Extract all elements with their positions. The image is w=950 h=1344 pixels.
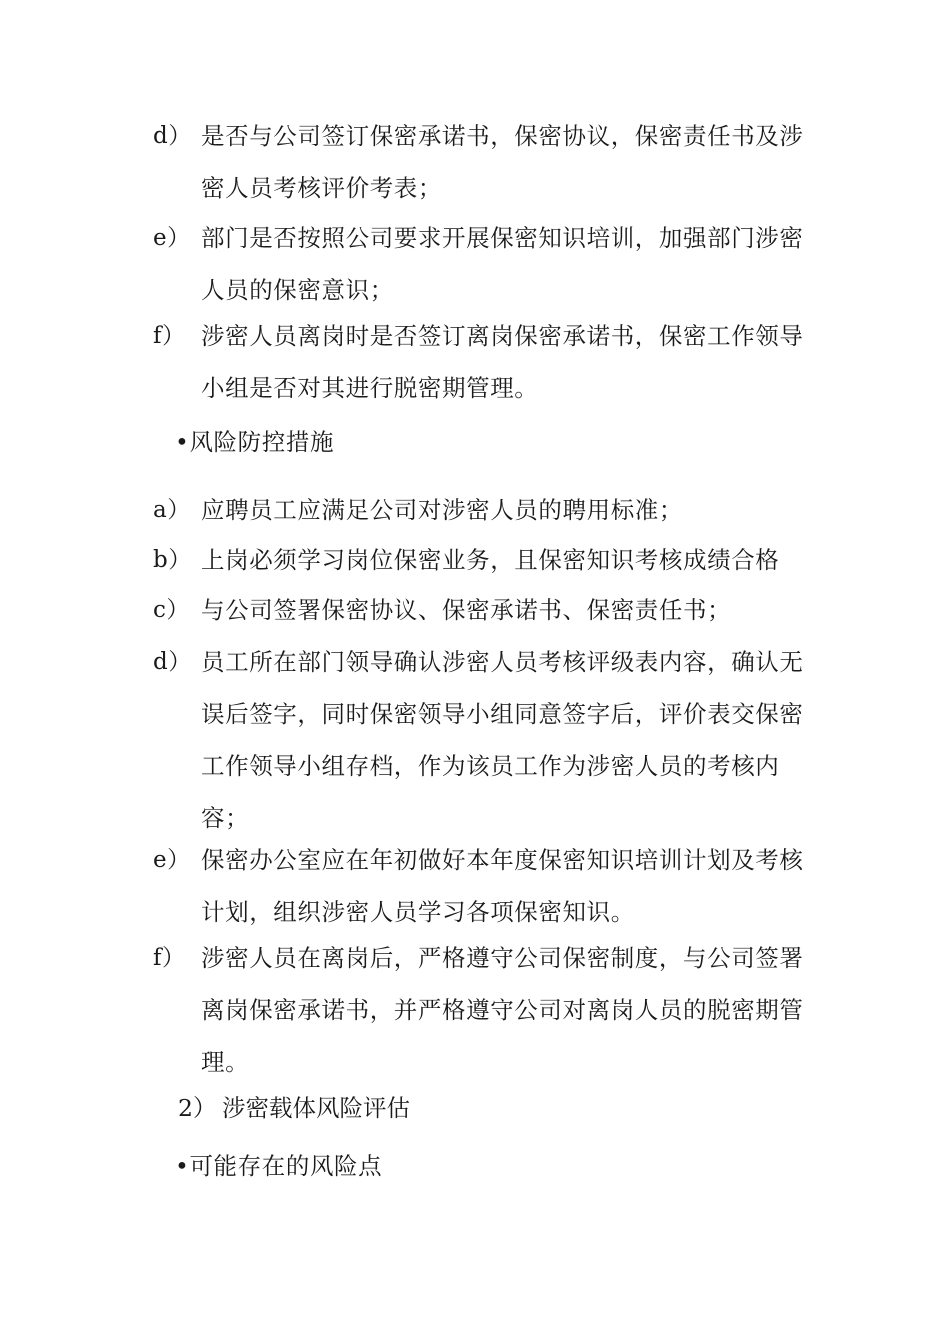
subsection-number: 2） [178,1094,217,1122]
list-text: 与公司签署保密协议、保密承诺书、保密责任书； [201,596,732,624]
list-marker: a） [153,497,191,523]
list-marker: f） [153,323,186,349]
list-text: 保密办公室应在年初做好本年度保密知识培训计划及考核计划，组织涉密人员学习各项保密知识。 [201,846,804,926]
subsection-heading [178,1082,410,1134]
list-text: 是否与公司签订保密承诺书，保密协议，保密责任书及涉密人员考核评价考表； [201,122,804,202]
section-heading: •可能存在的风险点 [175,1152,383,1180]
list-marker: b） [153,547,192,573]
list-text: 涉密人员离岗时是否签订离岗保密承诺书，保密工作领导小组是否对其进行脱密期管理。 [201,322,804,402]
section-heading: •风险防控措施 [175,428,335,456]
list-marker: d） [153,123,192,149]
list-text: 上岗必须学习岗位保密业务，且保密知识考核成绩合格 [201,546,780,574]
list-marker: e） [153,847,191,873]
list-marker: e） [153,225,191,251]
list-text: 员工所在部门领导确认涉密人员考核评级表内容，确认无误后签字，同时保密领导小组同意签字后，评价表交保密工作领导小组存档，作为该员工作为涉密人员的考核内容； [201,648,804,832]
list-marker: f） [153,945,186,971]
list-text: 涉密人员在离岗后，严格遵守公司保密制度，与公司签署离岗保密承诺书，并严格遵守公司对离岗人员的脱密期管理。 [201,944,804,1076]
list-text: 应聘员工应满足公司对涉密人员的聘用标准； [201,496,683,524]
list-text: 部门是否按照公司要求开展保密知识培训，加强部门涉密人员的保密意识； [201,224,804,304]
list-marker: d） [153,649,192,675]
list-marker: c） [153,597,190,623]
subsection-title: 涉密载体风险评估 [222,1094,410,1122]
